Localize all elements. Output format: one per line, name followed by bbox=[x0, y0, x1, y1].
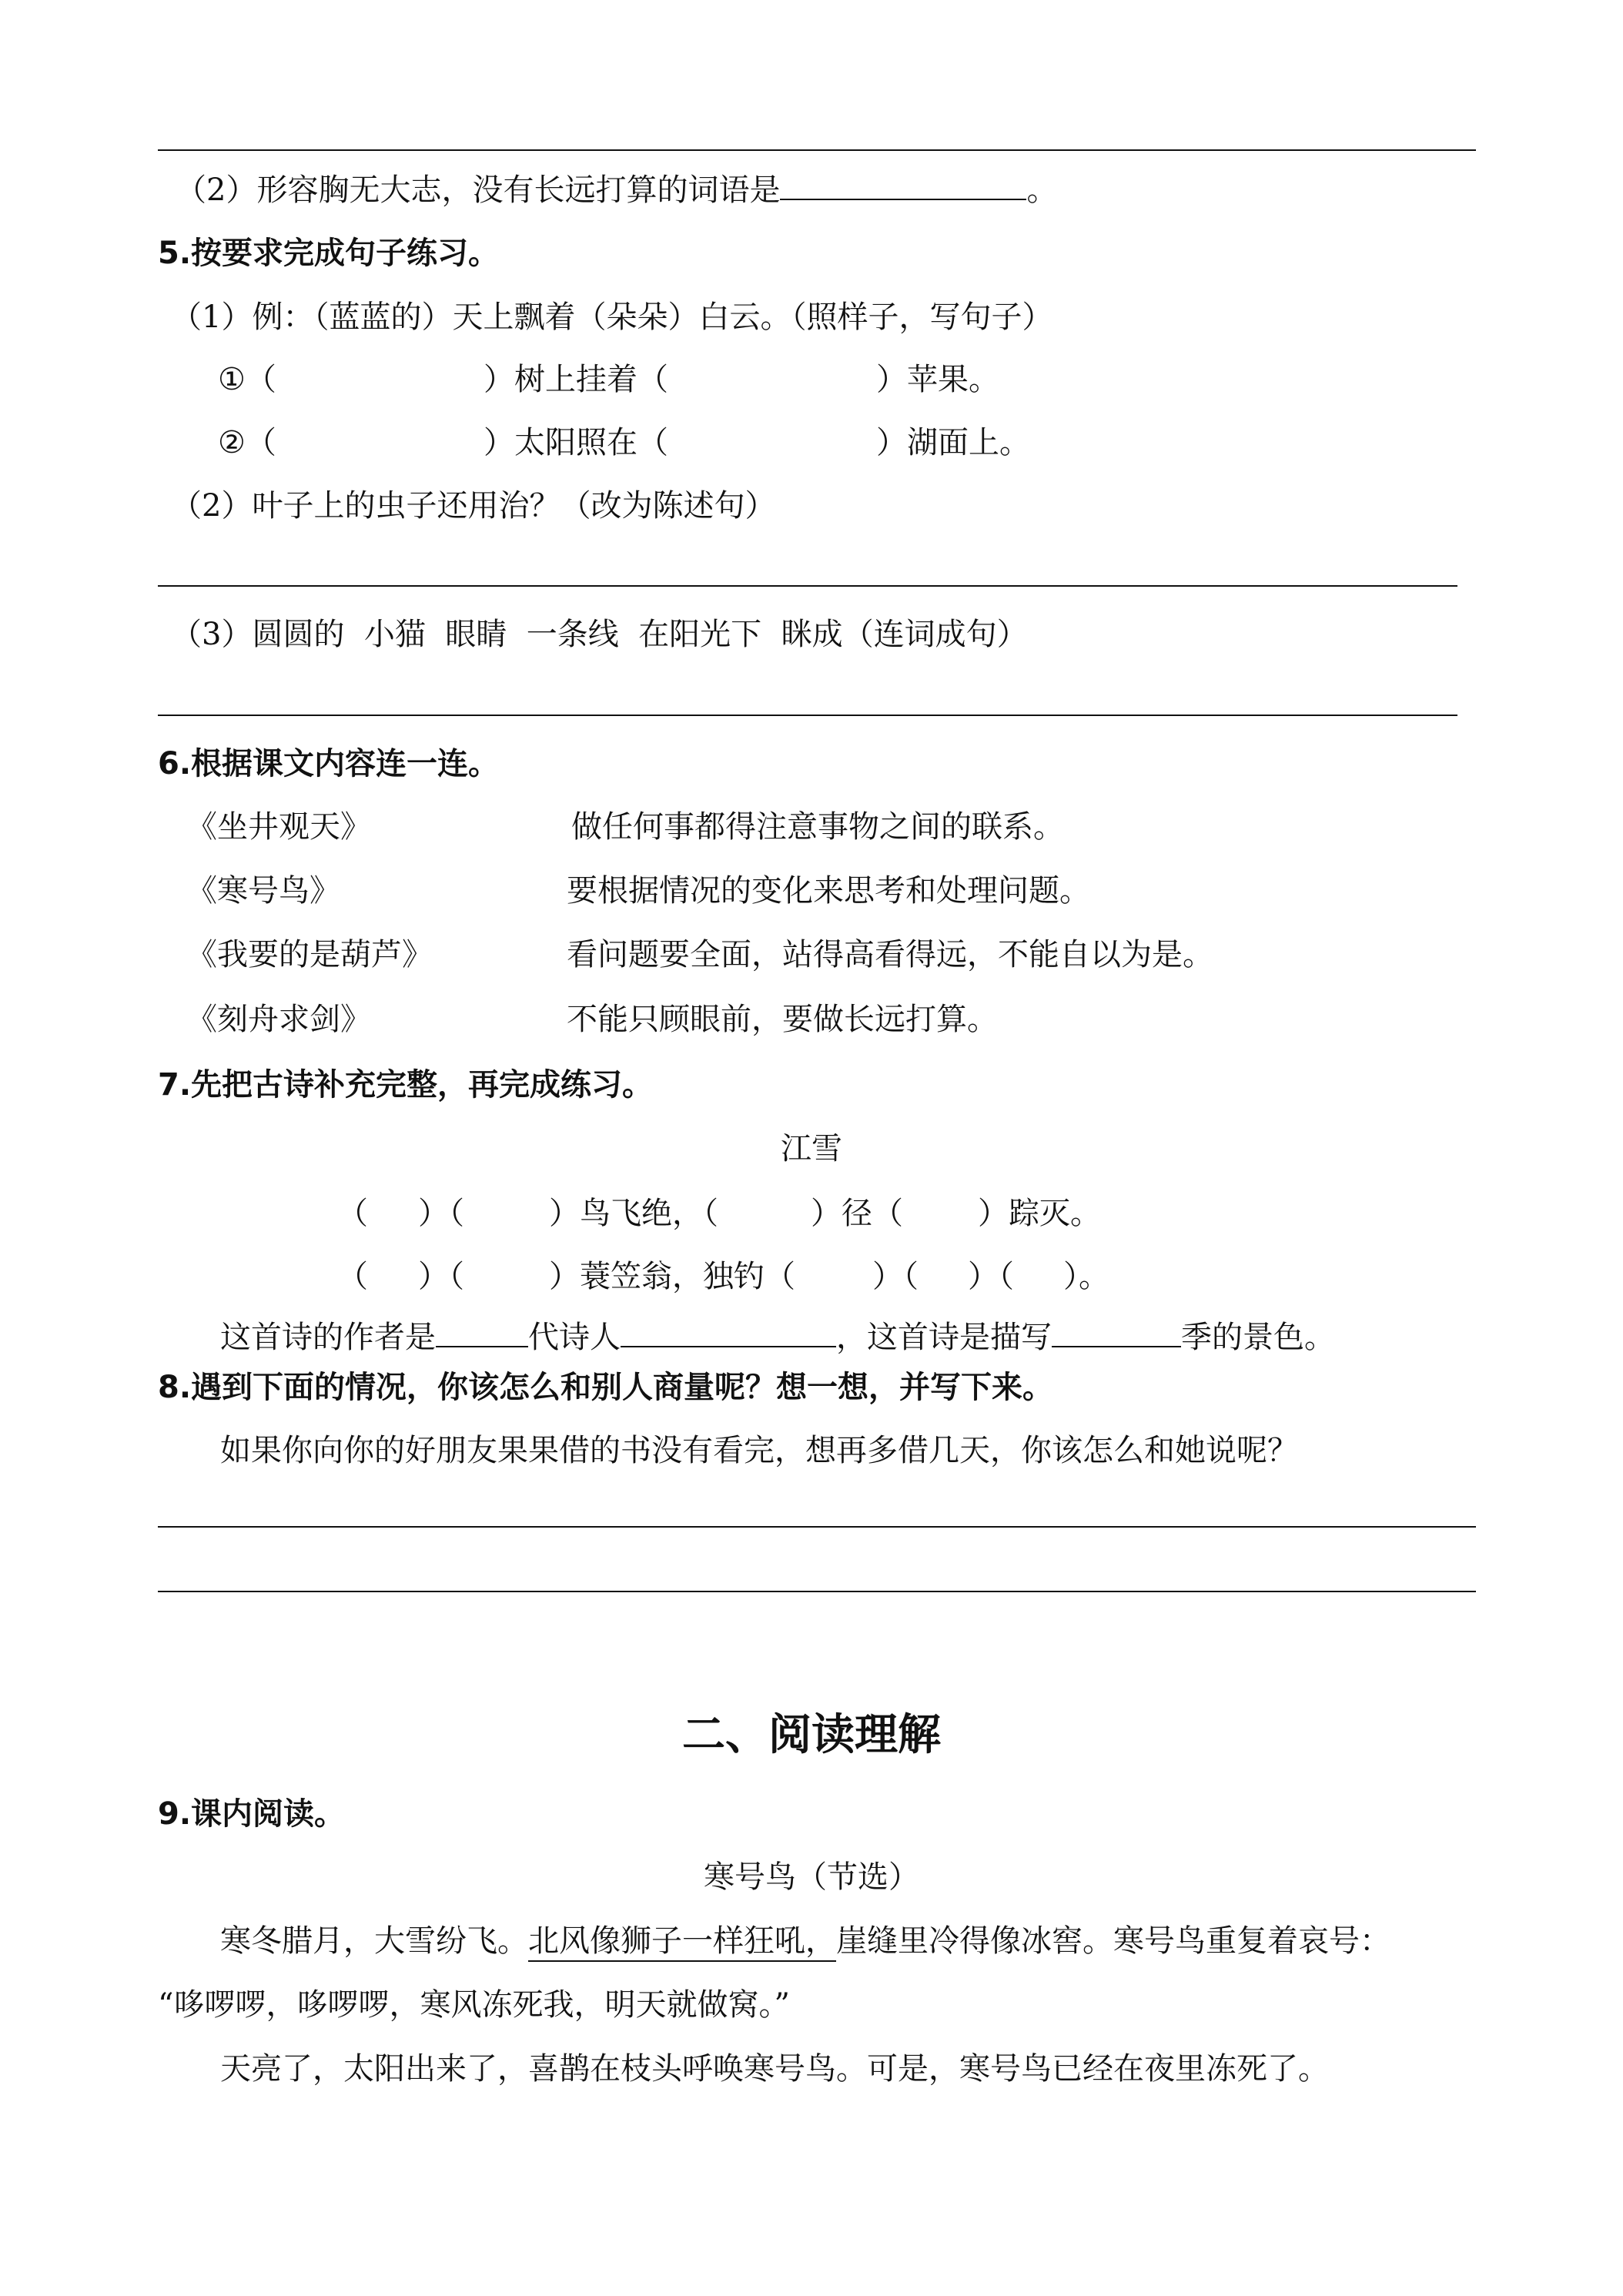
answer-line[interactable] bbox=[158, 585, 1457, 587]
q4-2-text: （2）形容胸无大志，没有长远打算的词语是 bbox=[176, 172, 781, 208]
q4-2-line bbox=[176, 171, 1057, 209]
passage-title: 寒号鸟（节选） bbox=[704, 1859, 919, 1895]
q7-q-d: 季的景色。 bbox=[1181, 1320, 1335, 1355]
q7-heading: 7.先把古诗补充完整，再完成练习。 bbox=[158, 1067, 654, 1103]
q6-left-3: 《我要的是葫芦》 bbox=[186, 937, 433, 972]
q5-p2: （2）叶子上的虫子还用治？（改为陈述句） bbox=[171, 488, 776, 524]
q6-right-1: 做任何事都得注意事物之间的联系。 bbox=[571, 809, 1064, 845]
poem-line-1-p2: ）（ bbox=[418, 1196, 464, 1231]
answer-blank[interactable] bbox=[780, 171, 1026, 200]
passage-para-1-cont: “哆啰啰，哆啰啰，寒风冻死我，明天就做窝。” bbox=[158, 1987, 790, 2023]
q6-right-2: 要根据情况的变化来思考和处理问题。 bbox=[567, 873, 1090, 909]
q5-row1-b: ）树上挂着（ bbox=[484, 362, 668, 397]
poem-line-2-p2: ）（ bbox=[418, 1259, 464, 1294]
q5-p1: （1）例：（蓝蓝的）天上飘着（朵朵）白云。（照样子，写句子） bbox=[171, 300, 1053, 335]
q5-row1-a: ①（ bbox=[218, 362, 276, 397]
q5-row1-c: ）苹果。 bbox=[876, 362, 999, 397]
answer-blank[interactable] bbox=[621, 1318, 836, 1347]
q7-q-c: ，这首诗是描写 bbox=[836, 1320, 1052, 1355]
poem-line-2-p1: （ bbox=[337, 1259, 368, 1294]
poem-line-2-p4: ）（ bbox=[872, 1259, 919, 1294]
poem-line-2-p3: ）蓑笠翁，独钓（ bbox=[549, 1259, 795, 1294]
q5-heading: 5.按要求完成句子练习。 bbox=[158, 236, 500, 271]
passage-para-1 bbox=[220, 1923, 1390, 1960]
poem-line-2-p5: ）（ bbox=[968, 1259, 1014, 1294]
q7-q-b: 代诗人 bbox=[528, 1320, 621, 1355]
q7-q-a: 这首诗的作者是 bbox=[220, 1320, 436, 1355]
poem-line-1-p3: ）鸟飞绝，（ bbox=[549, 1196, 718, 1231]
answer-blank[interactable] bbox=[436, 1318, 528, 1347]
q6-right-4: 不能只顾眼前，要做长远打算。 bbox=[567, 1002, 998, 1037]
underlined-sentence: 北风像狮子一样狂吼， bbox=[528, 1923, 836, 1962]
q6-left-4: 《刻舟求剑》 bbox=[186, 1002, 371, 1037]
q6-heading: 6.根据课文内容连一连。 bbox=[158, 746, 500, 782]
poem-title: 江雪 bbox=[781, 1131, 842, 1166]
q5-p3: （3）圆圆的 小猫 眼睛 一条线 在阳光下 眯成（连词成句） bbox=[171, 617, 1028, 652]
passage-text: 崖缝里冷得像冰窖。寒号鸟重复着哀号： bbox=[836, 1923, 1390, 1959]
q9-heading: 9.课内阅读。 bbox=[158, 1796, 346, 1832]
answer-line[interactable] bbox=[158, 715, 1457, 716]
q6-left-1: 《坐井观天》 bbox=[186, 809, 371, 845]
answer-line[interactable] bbox=[158, 1591, 1476, 1592]
poem-line-1-p4: ）径（ bbox=[811, 1196, 903, 1231]
q6-right-3: 看问题要全面，站得高看得远，不能自以为是。 bbox=[567, 937, 1213, 972]
q8-heading: 8.遇到下面的情况，你该怎么和别人商量呢？想一想，并写下来。 bbox=[158, 1370, 1054, 1405]
q4-2-end: 。 bbox=[1026, 172, 1058, 208]
passage-text: 寒冬腊月，大雪纷飞。 bbox=[220, 1923, 528, 1959]
poem-line-1-p5: ）踪灭。 bbox=[978, 1196, 1101, 1231]
poem-line-2-p6: ）。 bbox=[1063, 1259, 1109, 1294]
answer-blank[interactable] bbox=[1052, 1318, 1181, 1347]
q7-question bbox=[220, 1318, 1335, 1356]
section-heading: 二、阅读理解 bbox=[682, 1710, 941, 1760]
q6-left-2: 《寒号鸟》 bbox=[186, 873, 340, 909]
answer-line[interactable] bbox=[158, 1526, 1476, 1528]
answer-line[interactable] bbox=[158, 149, 1476, 151]
q5-row2-c: ）湖面上。 bbox=[876, 425, 1030, 460]
poem-line-1-p1: （ bbox=[337, 1196, 368, 1231]
q5-row2-a: ②（ bbox=[218, 425, 276, 460]
q8-text: 如果你向你的好朋友果果借的书没有看完，想再多借几天，你该怎么和她说呢？ bbox=[220, 1433, 1298, 1468]
q5-row2-b: ）太阳照在（ bbox=[484, 425, 668, 460]
passage-para-2: 天亮了，太阳出来了，喜鹊在枝头呼唤寒号鸟。可是，寒号鸟已经在夜里冻死了。 bbox=[220, 2051, 1329, 2087]
